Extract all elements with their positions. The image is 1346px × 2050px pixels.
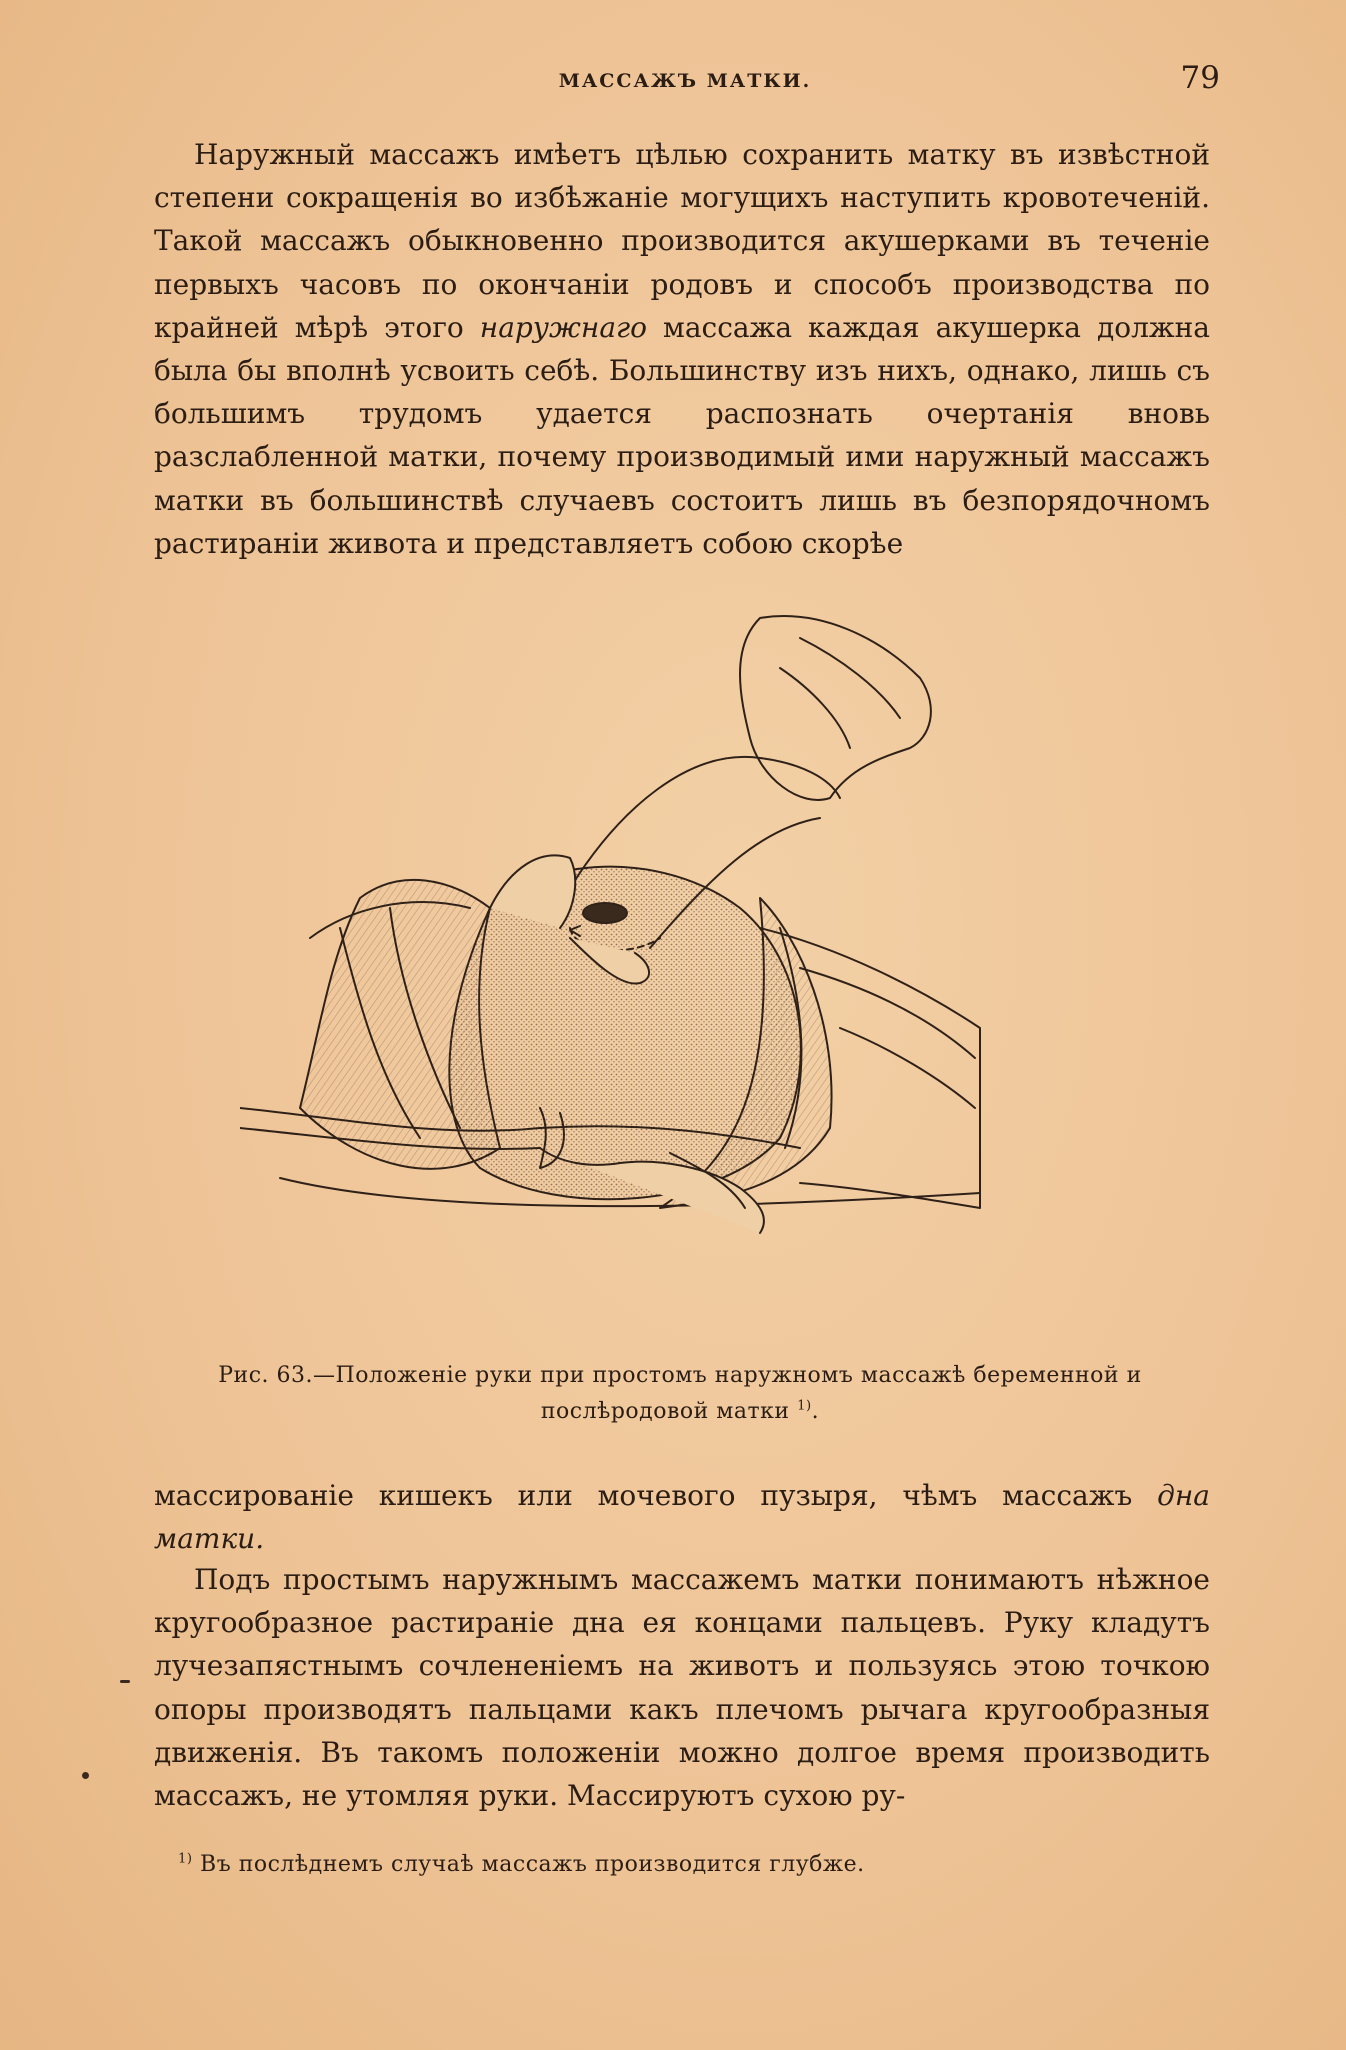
caption-note-mark: 1)	[797, 1398, 812, 1414]
hand-massage-illustration	[240, 608, 1000, 1348]
page-number: 79	[1180, 60, 1220, 96]
paragraph-1-end: массажа каждая акушерка должна была бы вполнѣ усвоить себѣ. Большинству изъ нихъ, однако, лишь съ большимъ трудомъ удается распознать очертанія вновь разслабленной матки, почему производимый ими наружный массажъ матки въ большинствѣ случаевъ состоитъ лишь въ безпорядочномъ растираніи живота и представляетъ собою скорѣе	[154, 310, 1211, 560]
paragraph-2	[154, 1474, 1210, 1560]
footnote	[178, 1852, 865, 1877]
caption-line-2	[150, 1394, 1210, 1430]
footnote-mark: 1)	[178, 1851, 193, 1867]
caption-end: .	[811, 1399, 820, 1424]
figure-illustration	[240, 608, 1000, 1348]
caption-line-2-text: послѣродовой матки	[540, 1399, 790, 1424]
running-title: МАССАЖЪ МАТКИ.	[558, 70, 812, 92]
paragraph-2-italic: дна матки.	[154, 1479, 1210, 1556]
paragraph-1-italic: наружнаго	[479, 310, 648, 344]
paragraph-1	[154, 133, 1210, 565]
ink-spot	[82, 1772, 89, 1779]
paragraph-2-text: массированіе кишекъ или мочевого пузыря, чѣмъ массажъ	[154, 1479, 1158, 1512]
paragraph-3: Подъ простымъ наружнымъ массажемъ матки понимаютъ нѣжное кругообразное растираніе дна ея концами пальцевъ. Руку кладутъ лучезапястнымъ сочлененіемъ на животъ и пользуясь этою точкою опоры производятъ пальцами какъ плечомъ рычага кругообразныя движенія. Въ такомъ положеніи можно долгое время производить массажъ, не утомляя руки. Массируютъ сухою ру-	[154, 1563, 1210, 1813]
ink-mark	[120, 1680, 130, 1683]
running-head	[150, 60, 1220, 100]
footnote-text: Въ послѣднемъ случаѣ массажъ производится глубже.	[192, 1852, 865, 1877]
paragraph-1-text: Наружный массажъ имѣетъ цѣлью сохранить матку въ извѣстной степени сокращенія во избѣжаніе могущихъ наступить кровотеченій. Такой массажъ обыкновенно производится акушерками въ теченіе первыхъ часовъ по окончаніи родовъ и способъ производства по крайней мѣрѣ этого	[154, 138, 1210, 344]
figure-caption	[150, 1358, 1210, 1430]
caption-line-1: Рис. 63.—Положеніе руки при простомъ наружномъ массажѣ беременной и	[218, 1363, 1142, 1388]
